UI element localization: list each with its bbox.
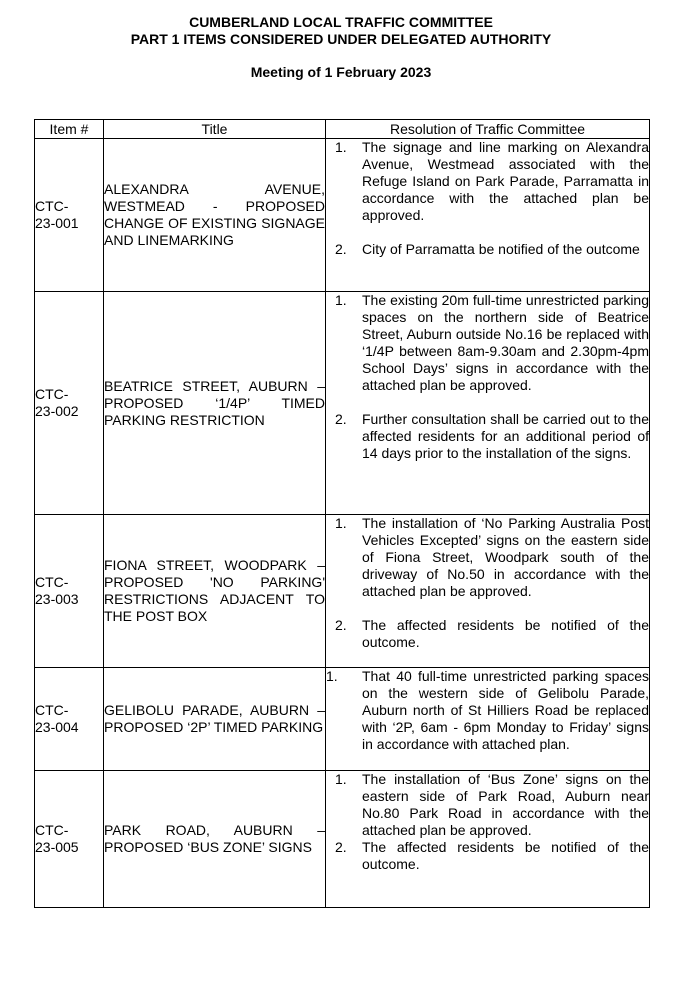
item-resolution — [326, 668, 650, 771]
item-number-suffix: 23-003 — [35, 591, 79, 607]
resolution-text: The signage and line marking on Alexandra Avenue, Westmead associated with the Refuge Island on Park Parade, Parramatta in accordance with the attached plan be approved. — [362, 139, 649, 223]
resolution-point — [326, 515, 649, 600]
resolution-text: The affected residents be notified of the outcome. — [362, 839, 649, 872]
column-header-resolution: Resolution of Traffic Committee — [326, 120, 650, 139]
resolution-text: That 40 full-time unrestricted parking spaces on the western side of Gelibolu Parade, Auburn north of St Hilliers Road be replaced with ‘2P, 6am - 6pm Monday to Friday’ signs in accordance with attached plan. — [362, 668, 649, 752]
item-number-suffix: 23-004 — [35, 719, 79, 735]
table-header-row — [35, 120, 650, 139]
item-number-suffix: 23-005 — [35, 839, 79, 855]
item-number — [35, 515, 104, 668]
resolution-text: The affected residents be notified of the outcome. — [362, 617, 649, 650]
items-table — [34, 119, 650, 908]
item-resolution — [326, 515, 650, 668]
item-resolution — [326, 771, 650, 908]
column-header-title: Title — [104, 120, 326, 139]
resolution-number: 2. — [335, 617, 347, 633]
item-number — [35, 668, 104, 771]
document-subtitle: PART 1 ITEMS CONSIDERED UNDER DELEGATED AUTHORITY — [130, 31, 552, 47]
resolution-number: 1. — [335, 292, 347, 308]
table-row — [35, 292, 650, 515]
resolution-point — [326, 771, 649, 839]
item-number-prefix: CTC- — [35, 198, 69, 214]
resolution-point — [326, 292, 649, 394]
resolution-point — [326, 139, 649, 224]
item-resolution — [326, 292, 650, 515]
resolution-text: Further consultation shall be carried out to the affected residents for an additional period of 14 days prior to the installation of the signs. — [362, 411, 649, 461]
item-number-prefix: CTC- — [35, 822, 69, 838]
resolution-number: 2. — [335, 839, 347, 855]
item-title: GELIBOLU PARADE, AUBURN – PROPOSED ‘2P’ TIMED PARKING — [104, 668, 326, 771]
committee-title: CUMBERLAND LOCAL TRAFFIC COMMITTEE — [189, 14, 493, 30]
item-number-suffix: 23-001 — [35, 215, 79, 231]
item-title: ALEXANDRA AVENUE, WESTMEAD - PROPOSED CHANGE OF EXISTING SIGNAGE AND LINEMARKING — [104, 139, 326, 292]
resolution-text: City of Parramatta be notified of the outcome — [362, 241, 640, 257]
table-row — [35, 771, 650, 908]
resolution-point — [326, 241, 649, 258]
table-row — [35, 668, 650, 771]
resolution-text: The installation of ‘Bus Zone’ signs on the eastern side of Park Road, Auburn near No.80 Park Road in accordance with the attached plan be approved. — [362, 771, 649, 838]
item-number — [35, 292, 104, 515]
document-header — [0, 14, 682, 81]
resolution-point — [326, 668, 649, 753]
item-title: FIONA STREET, WOODPARK – PROPOSED 'NO PARKING' RESTRICTIONS ADJACENT TO THE POST BOX — [104, 515, 326, 668]
resolution-point — [326, 411, 649, 462]
resolution-text: The installation of ‘No Parking Australia Post Vehicles Excepted’ signs on the eastern side of Fiona Street, Woodpark south of the driveway of No.50 in accordance with the attached plan be approved. — [362, 515, 649, 599]
item-number — [35, 139, 104, 292]
item-number-prefix: CTC- — [35, 386, 69, 402]
resolution-number: 1. — [335, 139, 347, 155]
item-resolution — [326, 139, 650, 292]
resolution-number: 1. — [335, 515, 347, 531]
meeting-date: Meeting of 1 February 2023 — [250, 64, 432, 80]
table-row — [35, 515, 650, 668]
resolution-point — [326, 617, 649, 651]
resolution-number: 2. — [335, 241, 347, 257]
item-title: PARK ROAD, AUBURN – PROPOSED ‘BUS ZONE’ SIGNS — [104, 771, 326, 908]
resolution-text: The existing 20m full-time unrestricted parking spaces on the northern side of Beatrice Street, Auburn outside No.16 be replaced with ‘1/4P between 8am-9.30am and 2.30pm-4pm School Days’ signs in accordance with the attached plan be approved. — [362, 292, 649, 393]
item-number-prefix: CTC- — [35, 702, 69, 718]
resolution-point — [326, 839, 649, 873]
resolution-number: 1. — [335, 771, 347, 787]
item-number — [35, 771, 104, 908]
item-number-suffix: 23-002 — [35, 403, 79, 419]
resolution-number: 1. — [326, 668, 338, 684]
item-title: BEATRICE STREET, AUBURN – PROPOSED ‘1/4P’ TIMED PARKING RESTRICTION — [104, 292, 326, 515]
item-number-prefix: CTC- — [35, 574, 69, 590]
resolution-number: 2. — [335, 411, 347, 427]
table-row — [35, 139, 650, 292]
column-header-item: Item # — [35, 120, 104, 139]
